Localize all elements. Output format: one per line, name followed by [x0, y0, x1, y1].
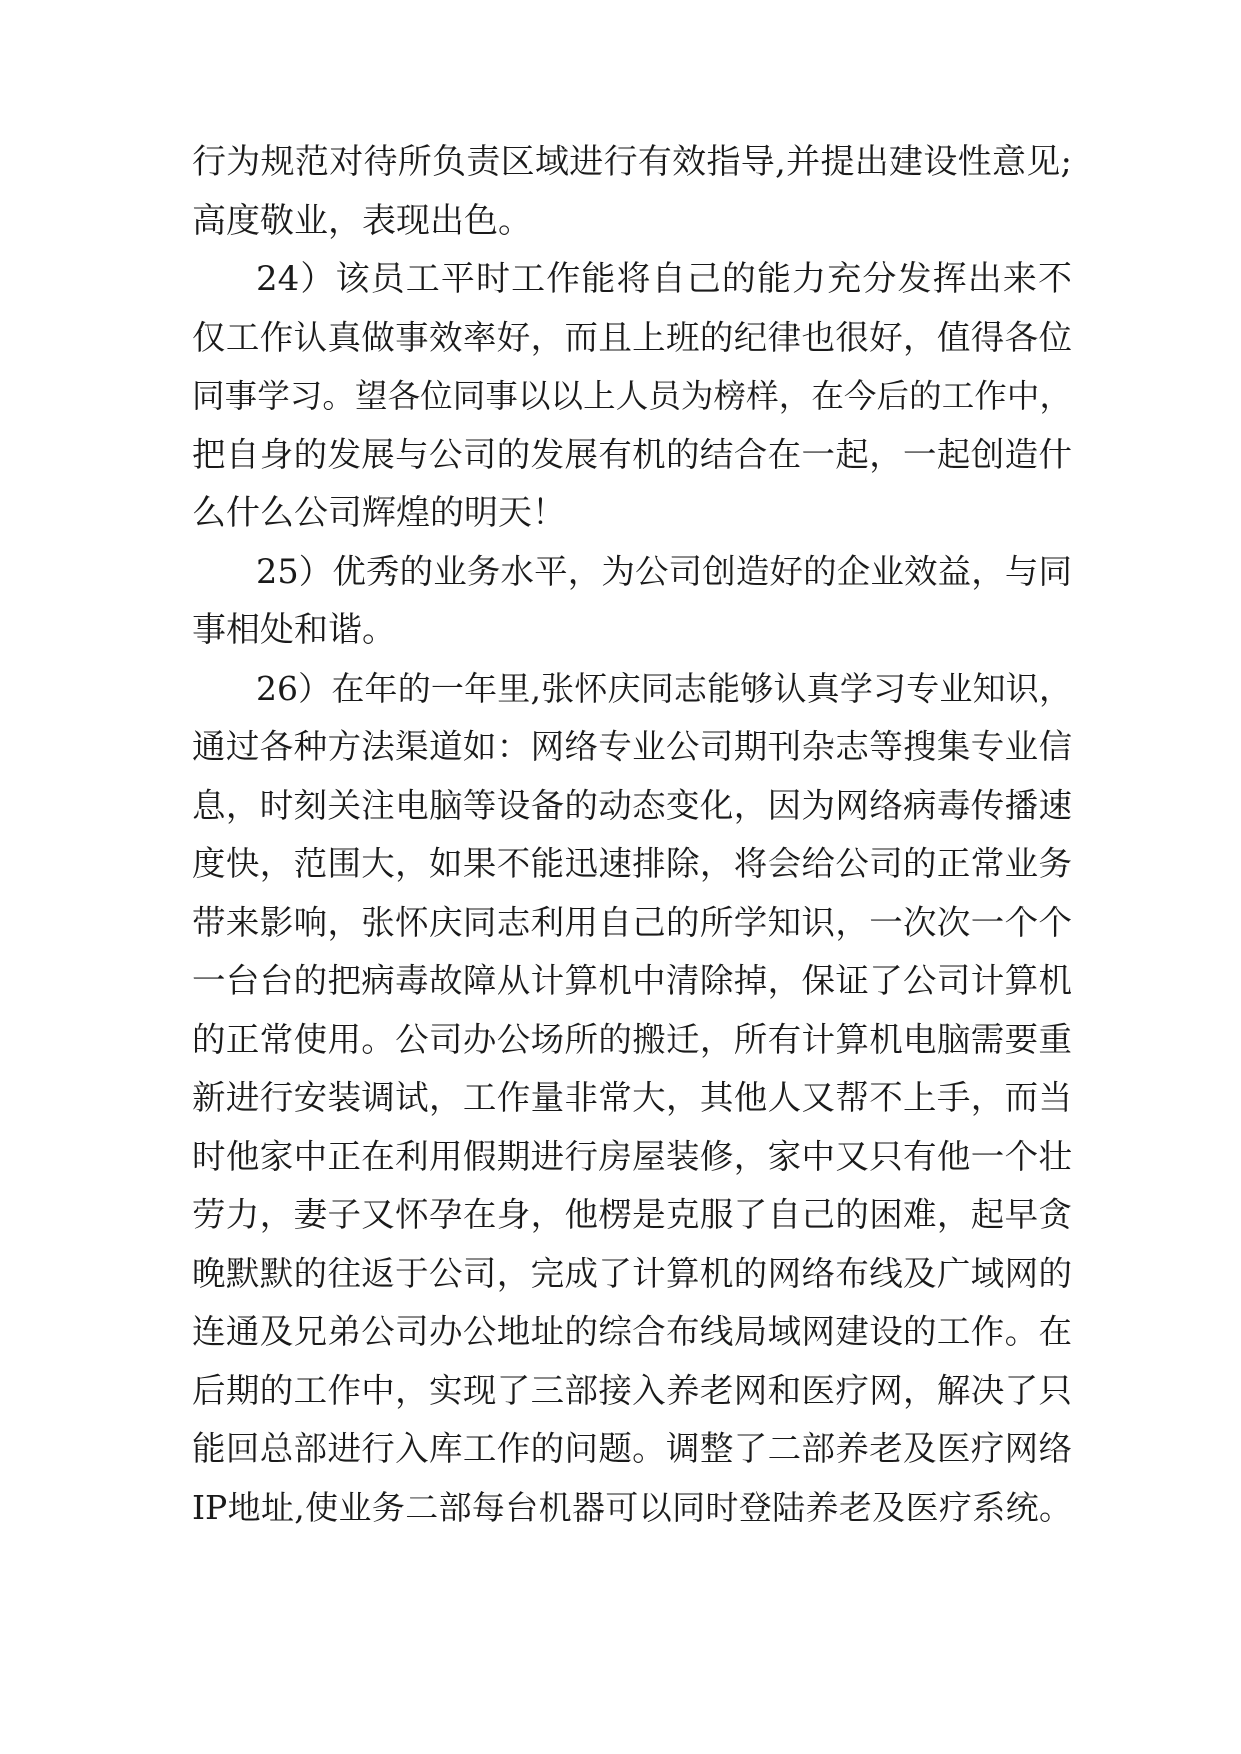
text-line: 一台台的把病毒故障从计算机中清除掉，保证了公司计算机	[192, 961, 1072, 1000]
paragraph-24-first-line: 24）该员工平时工作能将自己的能力充分发挥出来不	[256, 259, 1072, 299]
text-line: 的正常使用。公司办公场所的搬迁，所有计算机电脑需要重	[192, 1019, 1072, 1059]
text-line: 后期的工作中，实现了三部接入养老网和医疗网，解决了只	[192, 1370, 1072, 1410]
text-line: 同事学习。望各位同事以以上人员为榜样，在今后的工作中，	[192, 377, 1072, 415]
text-line: 晚默默的往返于公司，完成了计算机的网络布线及广域网的	[192, 1253, 1072, 1293]
paragraph-25-first-line: 25）优秀的业务水平，为公司创造好的企业效益，与同	[256, 551, 1072, 591]
text-line: 么什么公司辉煌的明天！	[192, 493, 566, 533]
text-line: 高度敬业，表现出色。	[192, 200, 532, 241]
text-line: IP地址,使业务二部每台机器可以同时登陆养老及医疗系统。	[192, 1487, 1072, 1527]
paragraph-26-first-line: 26）在年的一年里,张怀庆同志能够认真学习专业知识，	[256, 668, 1072, 708]
text-line: 新进行安装调试，工作量非常大，其他人又帮不上手，而当	[192, 1078, 1072, 1117]
text-line: 连通及兄弟公司办公地址的综合布线局域网建设的工作。在	[192, 1312, 1072, 1351]
text-line: 时他家中正在利用假期进行房屋装修，家中又只有他一个壮	[192, 1136, 1072, 1176]
text-line: 劳力，妻子又怀孕在身，他楞是克服了自己的困难，起早贪	[192, 1195, 1072, 1234]
text-line: 带来影响，张怀庆同志利用自己的所学知识，一次次一个个	[192, 902, 1072, 942]
text-line: 事相处和谐。	[192, 610, 396, 650]
text-line: 行为规范对待所负责区域进行有效指导,并提出建设性意见;	[192, 142, 1072, 182]
text-line: 能回总部进行入库工作的问题。调整了二部养老及医疗网络	[192, 1429, 1072, 1468]
text-line: 通过各种方法渠道如：网络专业公司期刊杂志等搜集专业信	[192, 727, 1072, 766]
text-line: 仅工作认真做事效率好，而且上班的纪律也很好，值得各位	[192, 317, 1072, 357]
text-line: 把自身的发展与公司的发展有机的结合在一起，一起创造什	[192, 434, 1072, 474]
text-line: 息，时刻关注电脑等设备的动态变化，因为网络病毒传播速	[192, 785, 1072, 825]
text-line: 度快，范围大，如果不能迅速排除，将会给公司的正常业务	[192, 844, 1072, 883]
